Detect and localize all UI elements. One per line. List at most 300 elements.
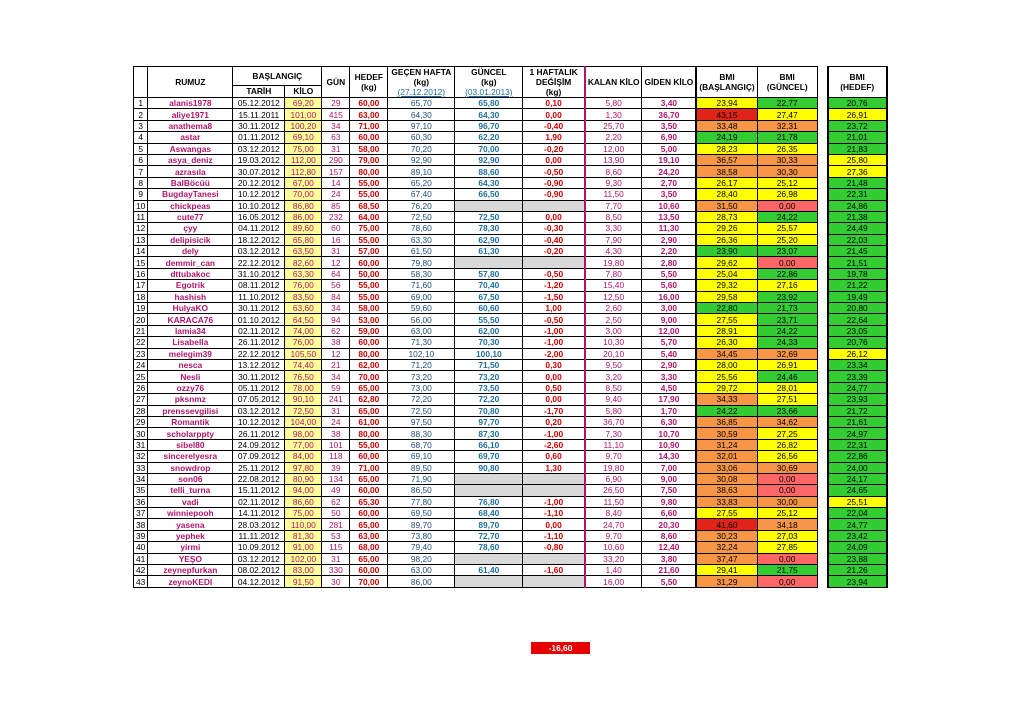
- kilo-cell: 102,00: [285, 553, 322, 564]
- hedef-cell: 60,00: [350, 451, 388, 462]
- giden-kilo-cell: 6,60: [642, 508, 696, 519]
- rumuz-cell: yasena: [148, 519, 233, 530]
- row-index: 6: [134, 154, 148, 165]
- bmi-guncel-cell: 30,00: [757, 496, 817, 507]
- gun-cell: 62: [322, 496, 350, 507]
- guncel-cell: 62,00: [455, 325, 523, 336]
- tarih-cell: 18.12.2012: [233, 234, 285, 245]
- hedef-cell: 55,00: [350, 291, 388, 302]
- kalan-kilo-cell: 9,70: [585, 451, 642, 462]
- column-separator: [817, 223, 828, 234]
- bmi-guncel-cell: 26,82: [757, 439, 817, 450]
- gun-cell: 38: [322, 428, 350, 439]
- row-index: 29: [134, 416, 148, 427]
- kalan-kilo-cell: 7,70: [585, 200, 642, 211]
- bmi-guncel-cell: 23,71: [757, 314, 817, 325]
- tarih-cell: 15.11.2011: [233, 109, 285, 120]
- gecen-hafta-cell: 77,80: [388, 496, 455, 507]
- bmi-guncel-cell: 30,30: [757, 166, 817, 177]
- column-separator: [817, 314, 828, 325]
- table-row: [134, 211, 887, 222]
- rumuz-cell: Aswangas: [148, 143, 233, 154]
- table-row: [134, 257, 887, 268]
- giden-kilo-cell: 12,40: [642, 542, 696, 553]
- kilo-cell: 65,80: [285, 234, 322, 245]
- gecen-hafta-cell: 97,10: [388, 120, 455, 131]
- bmi-baslangic-cell: 36,57: [696, 154, 757, 165]
- table-row: [134, 359, 887, 370]
- bmi-baslangic-cell: 25,56: [696, 371, 757, 382]
- tarih-cell: 03.12.2012: [233, 246, 285, 257]
- rumuz-cell: alanis1978: [148, 98, 233, 109]
- kilo-cell: 75,00: [285, 508, 322, 519]
- kilo-cell: 91,00: [285, 542, 322, 553]
- kilo-cell: 69,20: [285, 98, 322, 109]
- kalan-kilo-cell: 20,10: [585, 348, 642, 359]
- bmi-baslangic-cell: 27,55: [696, 508, 757, 519]
- bmi-baslangic-cell: 28,00: [696, 359, 757, 370]
- guncel-cell: 61,30: [455, 246, 523, 257]
- bmi-hedef-cell: 24,17: [828, 473, 887, 484]
- degisim-cell: -1,10: [523, 508, 585, 519]
- degisim-cell: -0,90: [523, 189, 585, 200]
- row-index: 24: [134, 359, 148, 370]
- bmi-guncel-cell: 24,33: [757, 337, 817, 348]
- giden-kilo-cell: 3,40: [642, 98, 696, 109]
- row-index: 5: [134, 143, 148, 154]
- giden-kilo-cell: 2,90: [642, 234, 696, 245]
- tarih-cell: 15.11.2012: [233, 485, 285, 496]
- bmi-baslangic-cell: 27,55: [696, 314, 757, 325]
- rumuz-cell: prenssevgilisi: [148, 405, 233, 416]
- bmi-baslangic-cell: 24,22: [696, 405, 757, 416]
- kalan-kilo-cell: 33,20: [585, 553, 642, 564]
- rumuz-cell: winniepooh: [148, 508, 233, 519]
- rumuz-cell: snowdrop: [148, 462, 233, 473]
- gecen-unit: (kg): [413, 77, 429, 87]
- bmi-baslangic-cell: 34,33: [696, 394, 757, 405]
- table-row: [134, 166, 887, 177]
- guncel-cell: 87,30: [455, 428, 523, 439]
- rumuz-cell: YEŞO: [148, 553, 233, 564]
- bmi-hedef-cell: 19,78: [828, 268, 887, 279]
- kalan-kilo-cell: 2,60: [585, 303, 642, 314]
- gecen-hafta-cell: 89,10: [388, 166, 455, 177]
- table-row: [134, 508, 887, 519]
- hedef-cell: 71,00: [350, 120, 388, 131]
- header-degisim: [523, 67, 585, 98]
- table-row: [134, 246, 887, 257]
- bmi-hedef-cell: 27,36: [828, 166, 887, 177]
- gecen-hafta-cell: 61,50: [388, 246, 455, 257]
- guncel-cell: 64,30: [455, 177, 523, 188]
- kilo-cell: 77,00: [285, 439, 322, 450]
- kalan-kilo-cell: 2,50: [585, 314, 642, 325]
- kalan-kilo-cell: 8,40: [585, 508, 642, 519]
- row-index: 14: [134, 246, 148, 257]
- hedef-cell: 50,00: [350, 268, 388, 279]
- column-separator: [817, 177, 828, 188]
- hedef-cell: 60,00: [350, 257, 388, 268]
- bmi-hedef-cell: 24,77: [828, 382, 887, 393]
- bmi-hedef-cell: 21,22: [828, 280, 887, 291]
- degisim-cell: -0,40: [523, 234, 585, 245]
- gun-cell: 53: [322, 530, 350, 541]
- giden-kilo-cell: 3,50: [642, 189, 696, 200]
- rumuz-cell: HulyaKO: [148, 303, 233, 314]
- row-index: 28: [134, 405, 148, 416]
- kalan-kilo-cell: 10,60: [585, 542, 642, 553]
- row-index: 19: [134, 303, 148, 314]
- row-index: 23: [134, 348, 148, 359]
- degisim-cell: -1,20: [523, 280, 585, 291]
- degisim-cell: -1,00: [523, 337, 585, 348]
- degisim-cell: [523, 485, 585, 496]
- gun-cell: 31: [322, 405, 350, 416]
- column-separator: [817, 553, 828, 564]
- row-index: 8: [134, 177, 148, 188]
- table-row: [134, 371, 887, 382]
- degisim-cell: -0,30: [523, 223, 585, 234]
- table-row: [134, 462, 887, 473]
- bmi-baslangic-cell: 29,72: [696, 382, 757, 393]
- guncel-cell: 70,80: [455, 405, 523, 416]
- gecen-hafta-cell: 69,10: [388, 451, 455, 462]
- tarih-cell: 10.12.2012: [233, 416, 285, 427]
- tarih-cell: 07.05.2012: [233, 394, 285, 405]
- giden-kilo-cell: 3,30: [642, 371, 696, 382]
- tarih-cell: 04.12.2012: [233, 576, 285, 587]
- guncel-cell: [455, 485, 523, 496]
- giden-kilo-cell: 5,60: [642, 280, 696, 291]
- bmi-guncel-cell: 0,00: [757, 485, 817, 496]
- table-row: [134, 132, 887, 143]
- kilo-cell: 81,30: [285, 530, 322, 541]
- giden-kilo-cell: 5,50: [642, 576, 696, 587]
- bmi-hedef-cell: 23,34: [828, 359, 887, 370]
- table-row: [134, 348, 887, 359]
- kilo-cell: 86,60: [285, 496, 322, 507]
- bmi-guncel-cell: 27,25: [757, 428, 817, 439]
- hedef-cell: 65,00: [350, 519, 388, 530]
- hedef-cell: 71,00: [350, 462, 388, 473]
- table-row: [134, 120, 887, 131]
- bmi-baslangic-cell: 31,24: [696, 439, 757, 450]
- tarih-cell: 26.11.2012: [233, 428, 285, 439]
- hedef-cell: 70,00: [350, 576, 388, 587]
- degisim-cell: -2,60: [523, 439, 585, 450]
- tarih-cell: 02.11.2012: [233, 496, 285, 507]
- tarih-cell: 28.03.2012: [233, 519, 285, 530]
- bmi-hedef-cell: 26,91: [828, 109, 887, 120]
- bmi-hedef-cell: 23,72: [828, 120, 887, 131]
- kalan-kilo-cell: 8,60: [585, 166, 642, 177]
- giden-kilo-cell: 24,20: [642, 166, 696, 177]
- guncel-cell: 57,80: [455, 268, 523, 279]
- row-index: 33: [134, 462, 148, 473]
- giden-kilo-cell: 20,30: [642, 519, 696, 530]
- gun-cell: 330: [322, 565, 350, 576]
- giden-kilo-cell: 5,70: [642, 337, 696, 348]
- column-separator: [817, 405, 828, 416]
- column-separator: [817, 530, 828, 541]
- giden-kilo-cell: 12,00: [642, 325, 696, 336]
- guncel-title: GÜNCEL: [471, 67, 507, 77]
- gun-cell: 64: [322, 268, 350, 279]
- rumuz-cell: KARACA76: [148, 314, 233, 325]
- header-rumuz: RUMUZ: [148, 67, 233, 98]
- bmi-baslangic-cell: 30,59: [696, 428, 757, 439]
- giden-kilo-cell: 3,80: [642, 553, 696, 564]
- bmi-baslangic-cell: 29,41: [696, 565, 757, 576]
- guncel-unit: (kg): [481, 77, 497, 87]
- rumuz-cell: telli_turna: [148, 485, 233, 496]
- hedef-cell: 75,00: [350, 223, 388, 234]
- row-index: 11: [134, 211, 148, 222]
- degisim-cell: -1,50: [523, 291, 585, 302]
- kilo-cell: 74,00: [285, 325, 322, 336]
- bmi-baslangic-cell: 26,36: [696, 234, 757, 245]
- bmi2-sub: (GÜNCEL): [766, 82, 808, 92]
- bmi-hedef-cell: 20,76: [828, 98, 887, 109]
- bmi-hedef-cell: 21,83: [828, 143, 887, 154]
- bmi-baslangic-cell: 33,83: [696, 496, 757, 507]
- gecen-hafta-cell: 78,60: [388, 223, 455, 234]
- rumuz-cell: Nesli: [148, 371, 233, 382]
- gun-cell: 24: [322, 189, 350, 200]
- guncel-cell: 72,50: [455, 211, 523, 222]
- rumuz-cell: Romantik: [148, 416, 233, 427]
- guncel-cell: 55,50: [455, 314, 523, 325]
- rumuz-cell: chickpeas: [148, 200, 233, 211]
- gecen-hafta-cell: 73,80: [388, 530, 455, 541]
- bmi1-sub: (BAŞLANGIÇ): [699, 82, 755, 92]
- header-gecen-hafta: [388, 67, 455, 98]
- total-change-cell: -16,60: [531, 642, 590, 654]
- guncel-cell: 78,60: [455, 542, 523, 553]
- gecen-hafta-cell: 69,50: [388, 508, 455, 519]
- bmi-baslangic-cell: 23,90: [696, 246, 757, 257]
- bmi-baslangic-cell: 25,04: [696, 268, 757, 279]
- rumuz-cell: zeynepfurkan: [148, 565, 233, 576]
- gun-cell: 62: [322, 325, 350, 336]
- gecen-hafta-cell: 72,20: [388, 394, 455, 405]
- tarih-cell: 13.12.2012: [233, 359, 285, 370]
- gun-cell: 21: [322, 359, 350, 370]
- gun-cell: 232: [322, 211, 350, 222]
- kilo-cell: 63,30: [285, 268, 322, 279]
- gun-cell: 101: [322, 439, 350, 450]
- weight-tracking-sheet: [133, 66, 888, 588]
- bmi2-title: BMI: [779, 72, 795, 82]
- table-row: [134, 268, 887, 279]
- hedef-cell: 65,00: [350, 553, 388, 564]
- row-index: 22: [134, 337, 148, 348]
- rumuz-cell: yephek: [148, 530, 233, 541]
- bmi-baslangic-cell: 23,94: [696, 98, 757, 109]
- guncel-cell: 96,70: [455, 120, 523, 131]
- row-index: 34: [134, 473, 148, 484]
- bmi-hedef-cell: 21,01: [828, 132, 887, 143]
- gecen-hafta-cell: 63,30: [388, 234, 455, 245]
- bmi-baslangic-cell: 31,29: [696, 576, 757, 587]
- kalan-kilo-cell: 5,80: [585, 98, 642, 109]
- gecen-date: (27.12.2012): [397, 87, 446, 97]
- kalan-kilo-cell: 11,50: [585, 189, 642, 200]
- kilo-cell: 91,50: [285, 576, 322, 587]
- kalan-kilo-cell: 9,50: [585, 359, 642, 370]
- giden-kilo-cell: 7,50: [642, 485, 696, 496]
- degisim-cell: 0,00: [523, 109, 585, 120]
- hedef-cell: 60,00: [350, 132, 388, 143]
- gecen-hafta-cell: 63,00: [388, 565, 455, 576]
- bmi-hedef-cell: 19,49: [828, 291, 887, 302]
- bmi-hedef-cell: 26,12: [828, 348, 887, 359]
- row-index: 30: [134, 428, 148, 439]
- gun-cell: 84: [322, 291, 350, 302]
- header-guncel: [455, 67, 523, 98]
- hedef-cell: 57,00: [350, 246, 388, 257]
- guncel-cell: 62,20: [455, 132, 523, 143]
- tarih-cell: 11.11.2012: [233, 530, 285, 541]
- kilo-cell: 63,50: [285, 246, 322, 257]
- gecen-hafta-cell: 64,30: [388, 109, 455, 120]
- tarih-cell: 05.11.2012: [233, 382, 285, 393]
- hedef-cell: 70,00: [350, 371, 388, 382]
- guncel-cell: [455, 473, 523, 484]
- column-separator: [817, 519, 828, 530]
- row-index: 21: [134, 325, 148, 336]
- bmi-hedef-cell: 25,51: [828, 496, 887, 507]
- bmi-baslangic-cell: 28,73: [696, 211, 757, 222]
- guncel-cell: [455, 576, 523, 587]
- weight-table: [133, 66, 888, 588]
- degisim-cell: 0,10: [523, 98, 585, 109]
- column-separator: [817, 359, 828, 370]
- table-row: [134, 405, 887, 416]
- table-row: [134, 542, 887, 553]
- guncel-cell: 66,50: [455, 189, 523, 200]
- bmi-hedef-cell: 22,03: [828, 234, 887, 245]
- row-index: 40: [134, 542, 148, 553]
- bmi-baslangic-cell: 32,01: [696, 451, 757, 462]
- hedef-cell: 55,00: [350, 189, 388, 200]
- bmi-guncel-cell: 25,20: [757, 234, 817, 245]
- guncel-cell: 60,60: [455, 303, 523, 314]
- gecen-hafta-cell: 79,80: [388, 257, 455, 268]
- degisim-cell: -0,50: [523, 268, 585, 279]
- kalan-kilo-cell: 10,30: [585, 337, 642, 348]
- column-separator: [817, 439, 828, 450]
- bmi-guncel-cell: 34,62: [757, 416, 817, 427]
- hedef-cell: 80,00: [350, 348, 388, 359]
- bmi-baslangic-cell: 38,58: [696, 166, 757, 177]
- giden-kilo-cell: 8,60: [642, 530, 696, 541]
- guncel-cell: [455, 257, 523, 268]
- gun-cell: 85: [322, 200, 350, 211]
- row-index: 26: [134, 382, 148, 393]
- bmi-guncel-cell: 32,69: [757, 348, 817, 359]
- rumuz-cell: dely: [148, 246, 233, 257]
- column-separator: [817, 473, 828, 484]
- gecen-hafta-cell: 92,90: [388, 154, 455, 165]
- gun-cell: 134: [322, 473, 350, 484]
- hedef-cell: 62,80: [350, 394, 388, 405]
- degisim-cell: 0,00: [523, 154, 585, 165]
- giden-kilo-cell: 16,00: [642, 291, 696, 302]
- gun-cell: 38: [322, 337, 350, 348]
- gun-cell: 30: [322, 576, 350, 587]
- tarih-cell: 08.11.2012: [233, 280, 285, 291]
- bmi-guncel-cell: 22,86: [757, 268, 817, 279]
- bmi-hedef-cell: 21,38: [828, 211, 887, 222]
- tarih-cell: 16.05.2012: [233, 211, 285, 222]
- bmi-hedef-cell: 24,77: [828, 519, 887, 530]
- hedef-title: HEDEF: [354, 72, 384, 82]
- table-row: [134, 337, 887, 348]
- gun-cell: 31: [322, 246, 350, 257]
- bmi-hedef-cell: 22,31: [828, 189, 887, 200]
- degisim-cell: -1,70: [523, 405, 585, 416]
- degisim-cell: 0,30: [523, 359, 585, 370]
- tarih-cell: 30.11.2012: [233, 371, 285, 382]
- giden-kilo-cell: 6,90: [642, 132, 696, 143]
- bmi-guncel-cell: 23,66: [757, 405, 817, 416]
- bmi-baslangic-cell: 28,23: [696, 143, 757, 154]
- column-separator: [817, 382, 828, 393]
- guncel-cell: 100,10: [455, 348, 523, 359]
- bmi-guncel-cell: 24,22: [757, 211, 817, 222]
- column-separator: [817, 280, 828, 291]
- bmi1-title: BMI: [719, 72, 735, 82]
- gun-cell: 241: [322, 394, 350, 405]
- bmi-baslangic-cell: 37,47: [696, 553, 757, 564]
- tarih-cell: 10.12.2012: [233, 189, 285, 200]
- guncel-cell: 71,50: [455, 359, 523, 370]
- kalan-kilo-cell: 8,50: [585, 382, 642, 393]
- degisim-cell: -0,20: [523, 246, 585, 257]
- table-row: [134, 291, 887, 302]
- kalan-kilo-cell: 19,80: [585, 257, 642, 268]
- bmi-guncel-cell: 21,73: [757, 303, 817, 314]
- kilo-cell: 76,00: [285, 280, 322, 291]
- bmi-guncel-cell: 30,69: [757, 462, 817, 473]
- giden-kilo-cell: 10,70: [642, 428, 696, 439]
- tarih-cell: 20.12.2012: [233, 177, 285, 188]
- table-row: [134, 234, 887, 245]
- kalan-kilo-cell: 4,30: [585, 246, 642, 257]
- guncel-cell: 78,30: [455, 223, 523, 234]
- giden-kilo-cell: 19,10: [642, 154, 696, 165]
- bmi-baslangic-cell: 26,17: [696, 177, 757, 188]
- gun-cell: 16: [322, 234, 350, 245]
- gecen-hafta-cell: 76,20: [388, 200, 455, 211]
- gecen-hafta-cell: 102,10: [388, 348, 455, 359]
- kalan-kilo-cell: 36,70: [585, 416, 642, 427]
- gun-cell: 50: [322, 508, 350, 519]
- bmi-hedef-cell: 24,65: [828, 485, 887, 496]
- table-row: [134, 280, 887, 291]
- bmi-baslangic-cell: 22,80: [696, 303, 757, 314]
- bmi-guncel-cell: 28,01: [757, 382, 817, 393]
- giden-kilo-cell: 10,90: [642, 439, 696, 450]
- giden-kilo-cell: 5,00: [642, 143, 696, 154]
- column-separator: [817, 211, 828, 222]
- bmi-guncel-cell: 25,12: [757, 177, 817, 188]
- bmi-guncel-cell: 26,56: [757, 451, 817, 462]
- bmi-guncel-cell: 26,91: [757, 359, 817, 370]
- kalan-kilo-cell: 24,70: [585, 519, 642, 530]
